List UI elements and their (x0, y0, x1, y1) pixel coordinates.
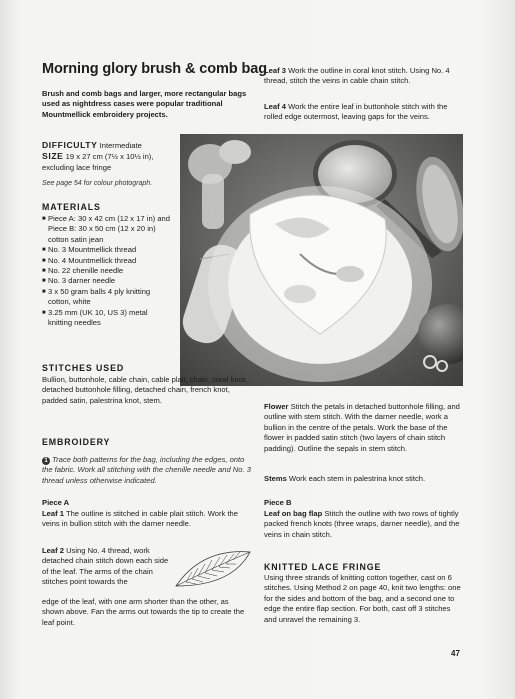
embroidery-step (42, 455, 252, 486)
bullet-icon: ■ (42, 247, 46, 254)
materials-heading: MATERIALS (42, 202, 101, 212)
flower-label: Flower (264, 402, 289, 411)
size-label: SIZE (42, 151, 64, 162)
step-number-icon: 1 (42, 457, 50, 465)
leaf-flap-paragraph (264, 509, 464, 540)
stitches-heading: STITCHES USED (42, 363, 125, 373)
leaf1-text: The outline is stitched in cable plait stitch. Work the veins in bullion stitch with the darner needle. (42, 509, 239, 529)
leaf4-paragraph (264, 102, 464, 123)
list-item: ■ No. 4 Mountmellick thread (42, 255, 137, 265)
leaf-flap-text: Stitch the outline with two rows of tightly packed french knots (three wraps, darner needle), and the veins in chain stitch. (264, 509, 460, 539)
leaf3-label: Leaf 3 (264, 66, 286, 75)
list-item: ■ 3.25 mm (UK 10, US 3) metal knitting needles (42, 307, 148, 328)
stems-label: Stems (264, 474, 287, 483)
list-item: ■ No. 3 darner needle (42, 276, 116, 286)
leaf4-label: Leaf 4 (264, 102, 286, 111)
leaf-stitch-diagram-icon (172, 546, 254, 590)
bullet-icon: ■ (42, 257, 46, 264)
bullet-icon: ■ (42, 268, 46, 275)
see-page-note: See page 54 for colour photograph. (42, 180, 153, 188)
bullet-icon: ■ (42, 278, 46, 285)
lace-text: Using three strands of knitting cotton together, cast on 6 stitches. Using Method 2 on page 40, knit two lengths: one for the sides and bottom of the bag, and a second one to edge the entire flap section. For both, cast off 3 stitches and unravel the remaining 3. (264, 573, 461, 624)
leaf2-text-a: Using No. 4 thread, work detached chain stitch down each side of the leaf. The arms of the chain stitches point towards the (42, 546, 169, 587)
piece-a-heading: Piece A (42, 498, 70, 507)
step-text: Trace both patterns for the bag, including the edges, onto the fabric. Work all stitching with the chenille needle and No. 3 thread unless otherwise indicated. (42, 455, 251, 485)
leaf2-text-b: edge of the leaf, with one arm shorter than the other, as shown above. Fan the arms out towards the tip to create the leaf point. (42, 597, 245, 627)
piece-b-heading: Piece B (264, 498, 292, 507)
product-photo (180, 134, 463, 386)
leaf-diagram (172, 546, 254, 590)
list-item: ■ No. 22 chenille needle (42, 266, 124, 276)
difficulty-block (42, 140, 182, 190)
difficulty-label: DIFFICULTY (42, 140, 98, 150)
flower-text: Stitch the petals in detached buttonhole filling, and outline with stem stitch. With the darner needle, work a bullion in the centre of the petals. Work the base of the flower in padded satin stitch (two layers of chain stitch padding). Outline the sepals in stem stitch. (264, 402, 460, 453)
list-item: ■ Piece A: 30 x 42 cm (12 x 17 in) and Piece B: 30 x 50 cm (12 x 20 in) cotton satin jean (42, 214, 170, 244)
leaf4-text: Work the entire leaf in buttonhole stitch with the rolled edge outermost, leaving gaps for the veins. (264, 102, 448, 122)
intro-paragraph: Brush and comb bags and larger, more rectangular bags used as nightdress cases were popular traditional Mountmellick embroidery projects. (42, 89, 247, 119)
stems-paragraph (264, 474, 464, 484)
page-title: Morning glory brush & comb bag (42, 61, 267, 77)
leaf1-paragraph (42, 509, 252, 530)
leaf3-paragraph (264, 66, 464, 87)
stitches-text: Bullion, buttonhole, cable chain, cable plait, chain, coral knot, detached buttonhole filling, detached chain, french knot, padded satin, palestrina knot, stem. (42, 375, 248, 405)
size-value: 19 x 27 cm (7½ x 10½ in), excluding lace fringe (42, 152, 154, 172)
leaf2-paragraph-a (42, 546, 170, 588)
bullet-icon: ■ (42, 288, 46, 295)
list-item: ■ No. 3 Mountmellick thread (42, 245, 137, 255)
lace-heading: KNITTED LACE FRINGE (264, 562, 382, 572)
leaf2-label: Leaf 2 (42, 546, 64, 555)
difficulty-value: Intermediate (99, 141, 142, 150)
list-item: ■ 3 x 50 gram balls 4 ply knitting cotton, white (42, 286, 151, 307)
embroidery-heading: EMBROIDERY (42, 437, 111, 447)
stems-text: Work each stem in palestrina knot stitch. (288, 474, 426, 483)
flower-paragraph (264, 402, 464, 454)
bullet-icon: ■ (42, 309, 46, 316)
bullet-icon: ■ (42, 216, 46, 222)
photo-illustration (180, 134, 463, 386)
leaf1-label: Leaf 1 (42, 509, 64, 518)
leaf-flap-label: Leaf on bag flap (264, 509, 323, 518)
materials-list (42, 214, 170, 328)
page-number: 47 (451, 649, 460, 658)
leaf3-text: Work the outline in coral knot stitch. Using No. 4 thread, stitch the veins in cable chain stitch. (264, 66, 450, 86)
